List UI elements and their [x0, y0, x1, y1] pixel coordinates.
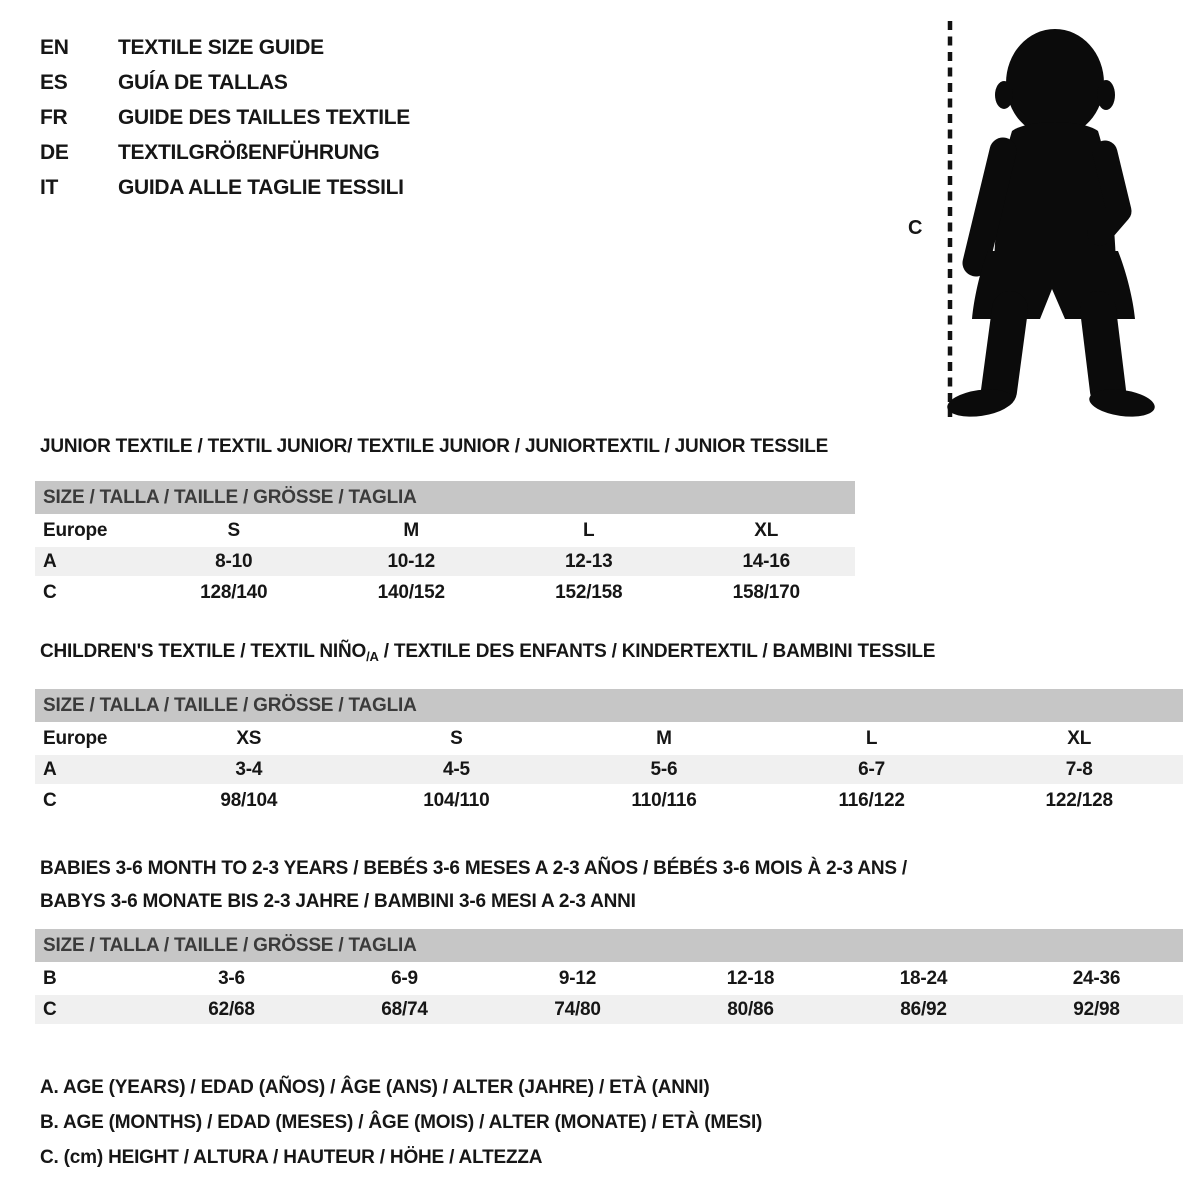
measure-legend	[40, 1070, 762, 1175]
size-cell: L	[583, 519, 595, 541]
babies-size-table	[35, 929, 1183, 1024]
row-label: A	[43, 550, 57, 572]
size-cell: M	[656, 727, 672, 749]
age-cell: 5-6	[650, 758, 678, 780]
age-cell: 12-18	[726, 967, 775, 989]
height-cell: 104/110	[423, 789, 490, 811]
row-label: A	[43, 758, 57, 780]
table-row-age	[35, 755, 1183, 784]
children-title-part: / TEXTILE DES ENFANTS / KINDERTEXTIL / BAMBINI TESSILE	[378, 641, 936, 662]
age-cell: 12-13	[564, 550, 613, 572]
table-row-height	[35, 786, 1183, 815]
language-row-en	[40, 30, 410, 65]
age-cell: 18-24	[899, 967, 948, 989]
toddler-silhouette-graphic	[900, 12, 1155, 424]
size-cell: S	[227, 519, 240, 541]
toddler-silhouette	[946, 29, 1155, 420]
language-title-list	[40, 30, 410, 205]
height-measure-figure	[900, 12, 1155, 424]
junior-size-header: SIZE / TALLA / TAILLE / GRÖSSE / TAGLIA	[35, 481, 855, 514]
children-title-subscript: /A	[366, 649, 379, 664]
row-label: B	[43, 967, 57, 989]
table-row-europe	[35, 724, 1183, 753]
row-label: C	[43, 789, 57, 811]
babies-title-line1: BABIES 3-6 MONTH TO 2-3 YEARS / BEBÉS 3-6 MESES A 2-3 AÑOS / BÉBÉS 3-6 MOIS À 2-3 ANS /	[40, 858, 908, 879]
age-cell: 9-12	[558, 967, 597, 989]
height-cell: 116/122	[838, 789, 905, 811]
language-code: IT	[40, 176, 59, 199]
height-cell: 68/74	[381, 998, 428, 1020]
language-row-de	[40, 135, 410, 170]
guide-title-fr: GUIDE DES TAILLES TEXTILE	[118, 106, 410, 129]
children-title-part: CHILDREN'S TEXTILE / TEXTIL NIÑO	[40, 641, 367, 662]
height-cell: 110/116	[631, 789, 697, 811]
row-label: C	[43, 998, 57, 1020]
row-label: Europe	[43, 727, 108, 749]
junior-size-table	[35, 481, 855, 607]
height-cell: 74/80	[554, 998, 601, 1020]
height-cell: 128/140	[200, 581, 268, 603]
guide-title-it: GUIDA ALLE TAGLIE TESSILI	[118, 176, 404, 199]
language-code: DE	[40, 141, 69, 164]
children-section-title	[40, 641, 935, 664]
children-size-table	[35, 689, 1183, 815]
language-row-es	[40, 65, 410, 100]
language-code: FR	[40, 106, 68, 129]
age-cell: 24-36	[1072, 967, 1121, 989]
language-row-it	[40, 170, 410, 205]
junior-section-title: JUNIOR TEXTILE / TEXTIL JUNIOR/ TEXTILE JUNIOR / JUNIORTEXTIL / JUNIOR TESSILE	[40, 436, 829, 457]
row-label: Europe	[43, 519, 108, 541]
age-cell: 4-5	[442, 758, 470, 780]
row-label: C	[43, 581, 57, 603]
language-code: EN	[40, 36, 69, 59]
children-size-header: SIZE / TALLA / TAILLE / GRÖSSE / TAGLIA	[35, 689, 1183, 722]
babies-title-line2: BABYS 3-6 MONATE BIS 2-3 JAHRE / BAMBINI 3-6 MESI A 2-3 ANNI	[40, 891, 636, 912]
babies-size-header: SIZE / TALLA / TAILLE / GRÖSSE / TAGLIA	[35, 929, 1183, 962]
age-cell: 7-8	[1065, 758, 1093, 780]
size-cell: S	[450, 727, 463, 749]
age-cell: 8-10	[215, 550, 253, 572]
size-cell: XL	[754, 519, 779, 541]
guide-title-es: GUÍA DE TALLAS	[118, 71, 288, 94]
table-row-europe	[35, 516, 855, 545]
table-row-height	[35, 995, 1183, 1024]
age-cell: 14-16	[742, 550, 791, 572]
height-cell: 62/68	[208, 998, 255, 1020]
language-row-fr	[40, 100, 410, 135]
age-cell: 6-9	[391, 967, 418, 989]
height-cell: 140/152	[377, 581, 445, 603]
size-cell: XS	[236, 727, 262, 749]
size-cell: M	[403, 519, 420, 541]
height-cell: 80/86	[727, 998, 774, 1020]
legend-height-cm: C. (cm) HEIGHT / ALTURA / HAUTEUR / HÖHE / ALTEZZA	[40, 1147, 543, 1168]
legend-age-months: B. AGE (MONTHS) / EDAD (MESES) / ÂGE (MOIS) / ALTER (MONATE) / ETÀ (MESI)	[40, 1112, 763, 1133]
legend-age-years: A. AGE (YEARS) / EDAD (AÑOS) / ÂGE (ANS) / ALTER (JAHRE) / ETÀ (ANNI)	[40, 1077, 710, 1098]
babies-section-title	[40, 852, 907, 918]
height-cell: 86/92	[900, 998, 947, 1020]
guide-title-de: TEXTILGRÖßENFÜHRUNG	[118, 141, 380, 164]
language-code: ES	[40, 71, 68, 94]
age-cell: 10-12	[387, 550, 436, 572]
guide-title-en: TEXTILE SIZE GUIDE	[118, 36, 324, 59]
height-cell: 152/158	[555, 581, 623, 603]
height-cell: 92/98	[1073, 998, 1120, 1020]
table-row-age	[35, 547, 855, 576]
height-cell: 122/128	[1045, 789, 1113, 811]
age-cell: 3-6	[218, 967, 245, 989]
height-measure-label: C	[908, 217, 923, 239]
height-cell: 98/104	[220, 789, 278, 811]
table-row-height	[35, 578, 855, 607]
size-cell: L	[865, 727, 878, 749]
age-cell: 3-4	[235, 758, 263, 780]
table-row-age-months	[35, 964, 1183, 993]
age-cell: 6-7	[858, 758, 886, 780]
size-cell: XL	[1067, 727, 1092, 749]
height-cell: 158/170	[732, 581, 800, 603]
